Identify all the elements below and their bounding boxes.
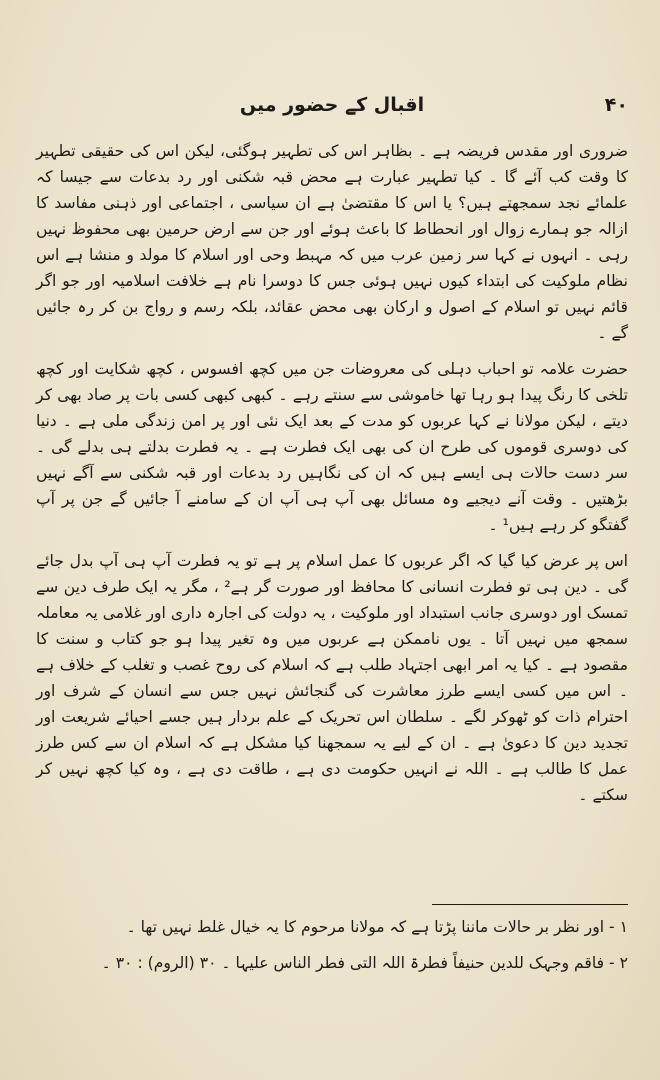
footnote-1: ۱ - اور نظر بر حالات ماننا پڑتا ہے کہ مولانا مرحوم کا یہ خیال غلط نہیں تھا ۔ xyxy=(126,918,628,936)
paragraph-3: اس پر عرض کیا گیا کہ اگر عربوں کا عمل اسلام پر ہے تو یہ فطرت آپ ہی آپ بدل جائے گی ۔ دین ہی تو فطرت انسانی کا محافظ اور صورت گر ہے² ، مگر یہ ایک طرف دین سے تمسک اور دوسری جانب استبداد اور ملوکیت ، یہ دولت کی اجارہ داری اور غلامی یہ معاملہ سمجھ میں نہیں آتا ۔ یوں ناممکن ہے عربوں میں وہ تغیر پیدا ہو جو کتاب و سنت کا مقصود ہے ۔ کیا یہ امر ابھی اجتہاد طلب ہے کہ اسلام کی روح غصب و تغلب کے خلاف ہے ۔ اس میں کسی ایسے طرز معاشرت کی گنجائش نہیں جس سے انسان کے شرف اور احترام ذات کو ٹھوکر لگے ۔ سلطان اس تحریک کے علم بردار ہیں جسے احیائے شریعت اور تجدید دین کا دعویٰ ہے ۔ ان کے لیے یہ سمجھنا کیا مشکل ہے کہ اسلام ان سے کس طرز عمل کا طالب ہے ۔ اللہ نے انہیں حکومت دی ہے ، طاقت دی ہے ، وہ کیا کچھ نہیں کر سکتے ۔ xyxy=(36,552,628,804)
paragraph-1: ضروری اور مقدس فریضہ ہے ۔ بظاہر اس کی تطہیر ہوگئی، لیکن اس کی حقیقی تطہیر کا وقت کب آئے گا ۔ کیا تطہیر عبارت ہے محض قبہ شکنی اور رد بدعات سے جیسا کہ علمائے نجد سمجھتے ہیں؟ یا اس کا مقتضیٰ ہے ان سیاسی ، اجتماعی اور ذہنی مفاسد کا ازالہ جو ہمارے زوال اور انحطاط کا باعث ہوئے اور جن سے ارض حرمین بھی محفوظ نہیں رہی ۔ انہوں نے کہا سر زمین عرب میں کہ مہبط وحی اور اسلام کا مولد و منشا ہے اس نظام ملوکیت کی ابتداء کیوں نہیں ہوئی جس کا دوسرا نام ہے خلافت اسلامیہ اور جو اگر قائم نہیں تو اسلام کے اصول و ارکان بھی محض عقائد، بلکہ رسم و رواج بن کر رہ جائیں گے ۔ xyxy=(36,142,628,342)
page-header xyxy=(36,94,628,124)
paragraph-2: حضرت علامہ تو احباب دہلی کی معروضات جن میں کچھ افسوس ، کچھ شکایت اور کچھ تلخی کا رنگ پیدا ہو رہا تھا خاموشی سے سنتے رہے ۔ کبھی کبھی کسی بات پر صاد بھی کر دیتے ، لیکن مولانا نے کہا عربوں کو مدت کے بعد ایک نئی اور پر امن زندگی ملی ہے ۔ دنیا کی دوسری قوموں کی طرح ان کی بھی ایک فطرت ہے ۔ یہ فطرت بدلتے ہی بدلے گی ۔ سر دست حالات ہی ایسے ہیں کہ ان کی نگاہیں رد بدعات اور قبہ شکنی سے آگے نہیں بڑھتیں ۔ وقت آنے دیجیے وہ مسائل بھی آپ ہی آپ ان کے سامنے آ جائیں گے جن پر آپ گفتگو کر رہے ہیں¹ ۔ xyxy=(36,360,628,534)
page-number: ۴۰ xyxy=(604,94,628,116)
running-title: اقبال کے حضور میں xyxy=(239,94,425,116)
footnote-2: ۲ - فاقم وجہک للدین حنیفاً فطرۃ اللہ التی فطر الناس علیہا ۔ ۳۰ (الروم) : ۳۰ ۔ xyxy=(101,954,628,972)
footnotes xyxy=(36,914,628,986)
footnote-separator xyxy=(432,904,628,905)
body-text xyxy=(36,138,628,818)
